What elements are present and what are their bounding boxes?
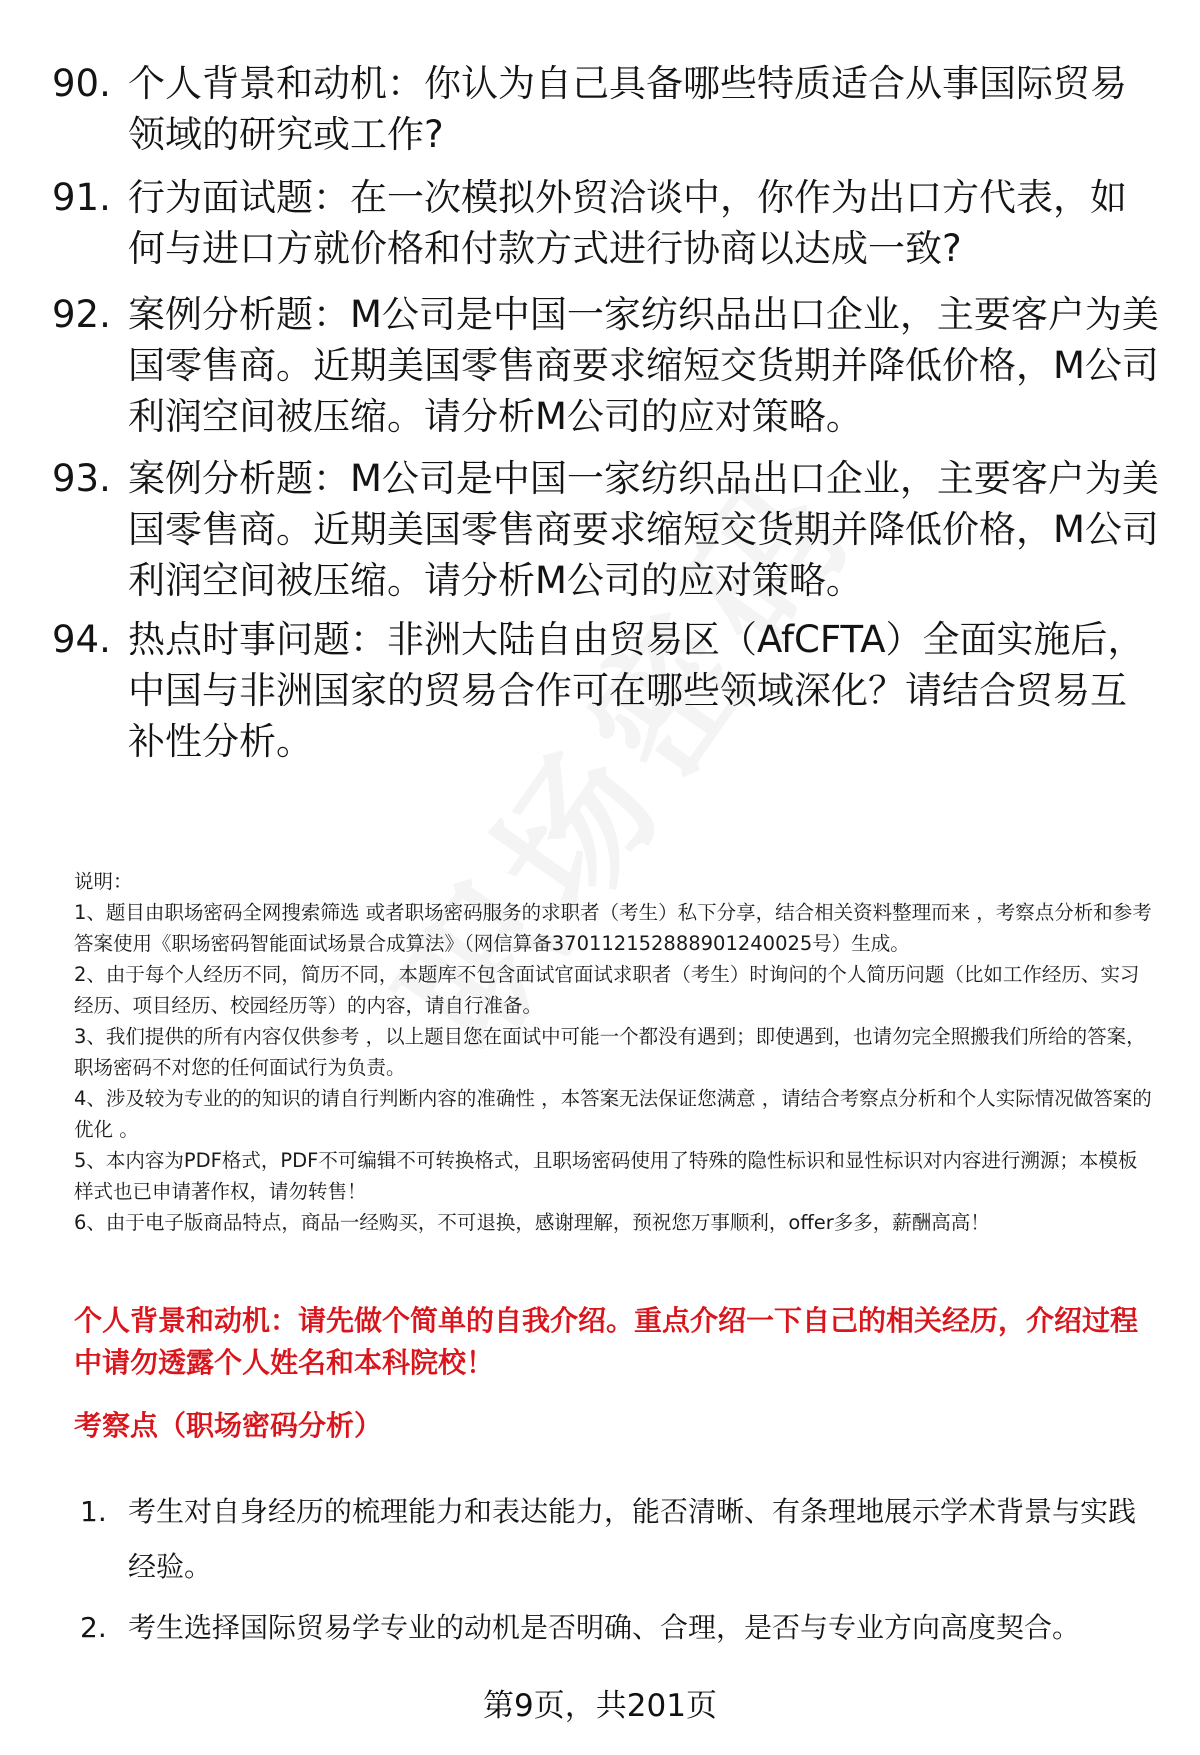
analysis-point-number: 2. [80, 1611, 107, 1644]
notes-item: 6、由于电子版商品特点，商品一经购买，不可退换，感谢理解，预祝您万事顺利，offer多多，薪酬高高！ [74, 1211, 990, 1234]
notes-section [74, 866, 1154, 1238]
question-number: 91. [52, 176, 111, 219]
notes-item: 5、本内容为PDF格式，PDF不可编辑不可转换格式，且职场密码使用了特殊的隐性标识和显性标识对内容进行溯源；本模板样式也已申请著作权，请勿转售！ [74, 1149, 1138, 1203]
question-text: 行为面试题：在一次模拟外贸洽谈中，你作为出口方代表，如何与进口方就价格和付款方式进行协商以达成一致? [128, 176, 1127, 270]
analysis-subheading: 考察点（职场密码分析） [74, 1409, 383, 1442]
question-number: 92. [52, 293, 111, 336]
question-text: 热点时事问题：非洲大陆自由贸易区（AfCFTA）全面实施后，中国与非洲国家的贸易合作可在哪些领域深化？请结合贸易互补性分析。 [128, 618, 1145, 763]
analysis-point-text: 考生对自身经历的梳理能力和表达能力，能否清晰、有条理地展示学术背景与实践经验。 [128, 1495, 1137, 1583]
question-number: 94. [52, 618, 111, 661]
notes-title: 说明： [74, 870, 133, 893]
notes-item: 2、由于每个人经历不同，简历不同，本题库不包含面试官面试求职者（考生）时询问的个人简历问题（比如工作经历、实习经历、项目经历、校园经历等）的内容，请自行准备。 [74, 963, 1140, 1017]
analysis-point-number: 1. [80, 1495, 107, 1528]
notes-item: 3、我们提供的所有内容仅供参考 ，以上题目您在面试中可能一个都没有遇到；即使遇到，也请勿完全照搬我们所给的答案，职场密码不对您的任何面试行为负责。 [74, 1025, 1146, 1079]
question-number: 93. [52, 457, 111, 500]
question-item [52, 614, 1162, 767]
analysis-point-text: 考生选择国际贸易学专业的动机是否明确、合理，是否与专业方向高度契合。 [128, 1611, 1081, 1644]
question-text: 案例分析题：M公司是中国一家纺织品出口企业，主要客户为美国零售商。近期美国零售商要求缩短交货期并降低价格，M公司利润空间被压缩。请分析M公司的应对策略。 [128, 457, 1159, 602]
question-item [52, 289, 1162, 442]
analysis-point-list [80, 1484, 1160, 1661]
question-item [52, 58, 1162, 160]
notes-item: 1、题目由职场密码全网搜索筛选 或者职场密码服务的求职者（考生）私下分享，结合相关资料整理而来 ，考察点分析和参考答案使用《职场密码智能面试场景合成算法》（网信算备370112152888901240025号）生成。 [74, 901, 1152, 955]
page-footer: 第9页，共201页 [483, 1688, 717, 1724]
notes-item: 4、涉及较为专业的的知识的请自行判断内容的准确性 ，本答案无法保证您满意 ，请结合考察点分析和个人实际情况做答案的优化 。 [74, 1087, 1152, 1141]
question-item [52, 172, 1162, 274]
question-number: 90. [52, 62, 111, 105]
question-item [52, 453, 1162, 606]
answer-question-heading: 个人背景和动机：请先做个简单的自我介绍。重点介绍一下自己的相关经历，介绍过程中请勿透露个人姓名和本科院校！ [74, 1304, 1139, 1379]
analysis-point [80, 1484, 1160, 1594]
question-text: 个人背景和动机：你认为自己具备哪些特质适合从事国际贸易领域的研究或工作? [128, 62, 1127, 156]
analysis-point [80, 1600, 1160, 1655]
question-text: 案例分析题：M公司是中国一家纺织品出口企业，主要客户为美国零售商。近期美国零售商要求缩短交货期并降低价格，M公司利润空间被压缩。请分析M公司的应对策略。 [128, 293, 1159, 438]
